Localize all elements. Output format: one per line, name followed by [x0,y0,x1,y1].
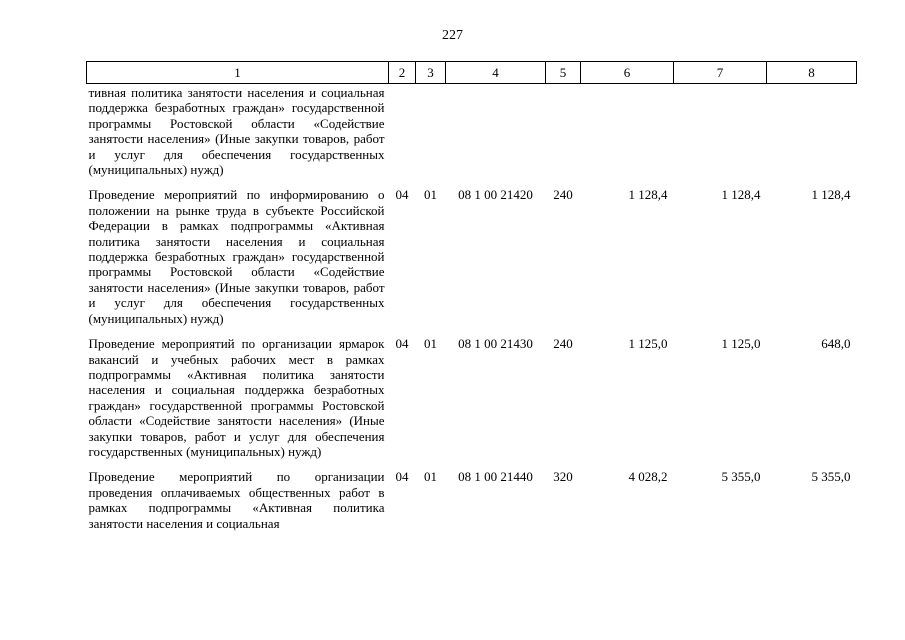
row-expense-type [546,84,581,186]
row-section: 04 [395,187,409,203]
row-amount-col7: 1 128,4 [721,187,761,203]
row-description: тивная политика занятости населения и социальная поддержка безработных граждан» государственной программы Ростовской области «Содействие занятости населения» (Иные закупки товаров, работ и услуг для обеспечения государственных (муниципальных) нужд) [88,85,385,178]
row-amount-col8: 648,0 [821,336,851,352]
row-amount-col6: 4 028,2 [628,469,668,485]
row-section: 04 [395,469,409,485]
budget-table [86,61,857,531]
row-amount-col7: 1 125,0 [721,336,761,352]
row-amount-col6: 1 125,0 [628,336,668,352]
row-subsection: 01 [424,336,437,352]
row-amount-col8: 5 355,0 [811,469,851,485]
row-expense-type: 240 [553,336,573,352]
column-header-2: 2 [389,62,416,84]
row-section: 04 [395,336,409,352]
row-amount-col6 [581,84,674,186]
table-row [87,185,857,334]
row-subsection: 01 [424,187,437,203]
column-header-5: 5 [546,62,581,84]
row-description: Проведение мероприятий по организации проведения оплачиваемых общественных работ в рамках подпрограммы «Активная политика занятости населения и социальная [88,469,385,531]
table-row [87,84,857,186]
column-header-3: 3 [416,62,446,84]
row-description: Проведение мероприятий по информированию о положении на рынке труда в субъекте Российской Федерации в рамках подпрограммы «Активная политика занятости населения и социальная поддержка безработных граждан» государственной программы Ростовской области «Содействие занятости населения» (Иные закупки товаров, работ и услуг для обеспечения государственных (муниципальных) нужд) [88,187,385,326]
table-row [87,334,857,467]
column-header-6: 6 [581,62,674,84]
row-target-article: 08 1 00 21430 [458,336,533,352]
table-row [87,467,857,531]
row-target-article: 08 1 00 21420 [458,187,533,203]
column-header-7: 7 [674,62,767,84]
column-header-8: 8 [767,62,857,84]
row-amount-col8: 1 128,4 [811,187,851,203]
row-section [389,84,416,186]
row-expense-type: 240 [553,187,573,203]
page-number: 227 [442,28,463,43]
row-target-article [446,84,546,186]
row-target-article: 08 1 00 21440 [458,469,533,485]
row-expense-type: 320 [553,469,573,485]
row-amount-col7: 5 355,0 [721,469,761,485]
table-header-row [87,62,857,84]
row-subsection [416,84,446,186]
row-subsection: 01 [424,469,437,485]
row-amount-col6: 1 128,4 [628,187,668,203]
row-description: Проведение мероприятий по организации ярмарок вакансий и учебных рабочих мест в рамках подпрограммы «Активная политика занятости населения и социальная поддержка безработных граждан» государственной программы Ростовской области «Содействие занятости населения» (Иные закупки товаров, работ и услуг для обеспечения государственных (муниципальных) нужд) [88,336,385,459]
row-amount-col7 [674,84,767,186]
row-amount-col8 [767,84,857,186]
column-header-4: 4 [446,62,546,84]
column-header-1: 1 [87,62,389,84]
